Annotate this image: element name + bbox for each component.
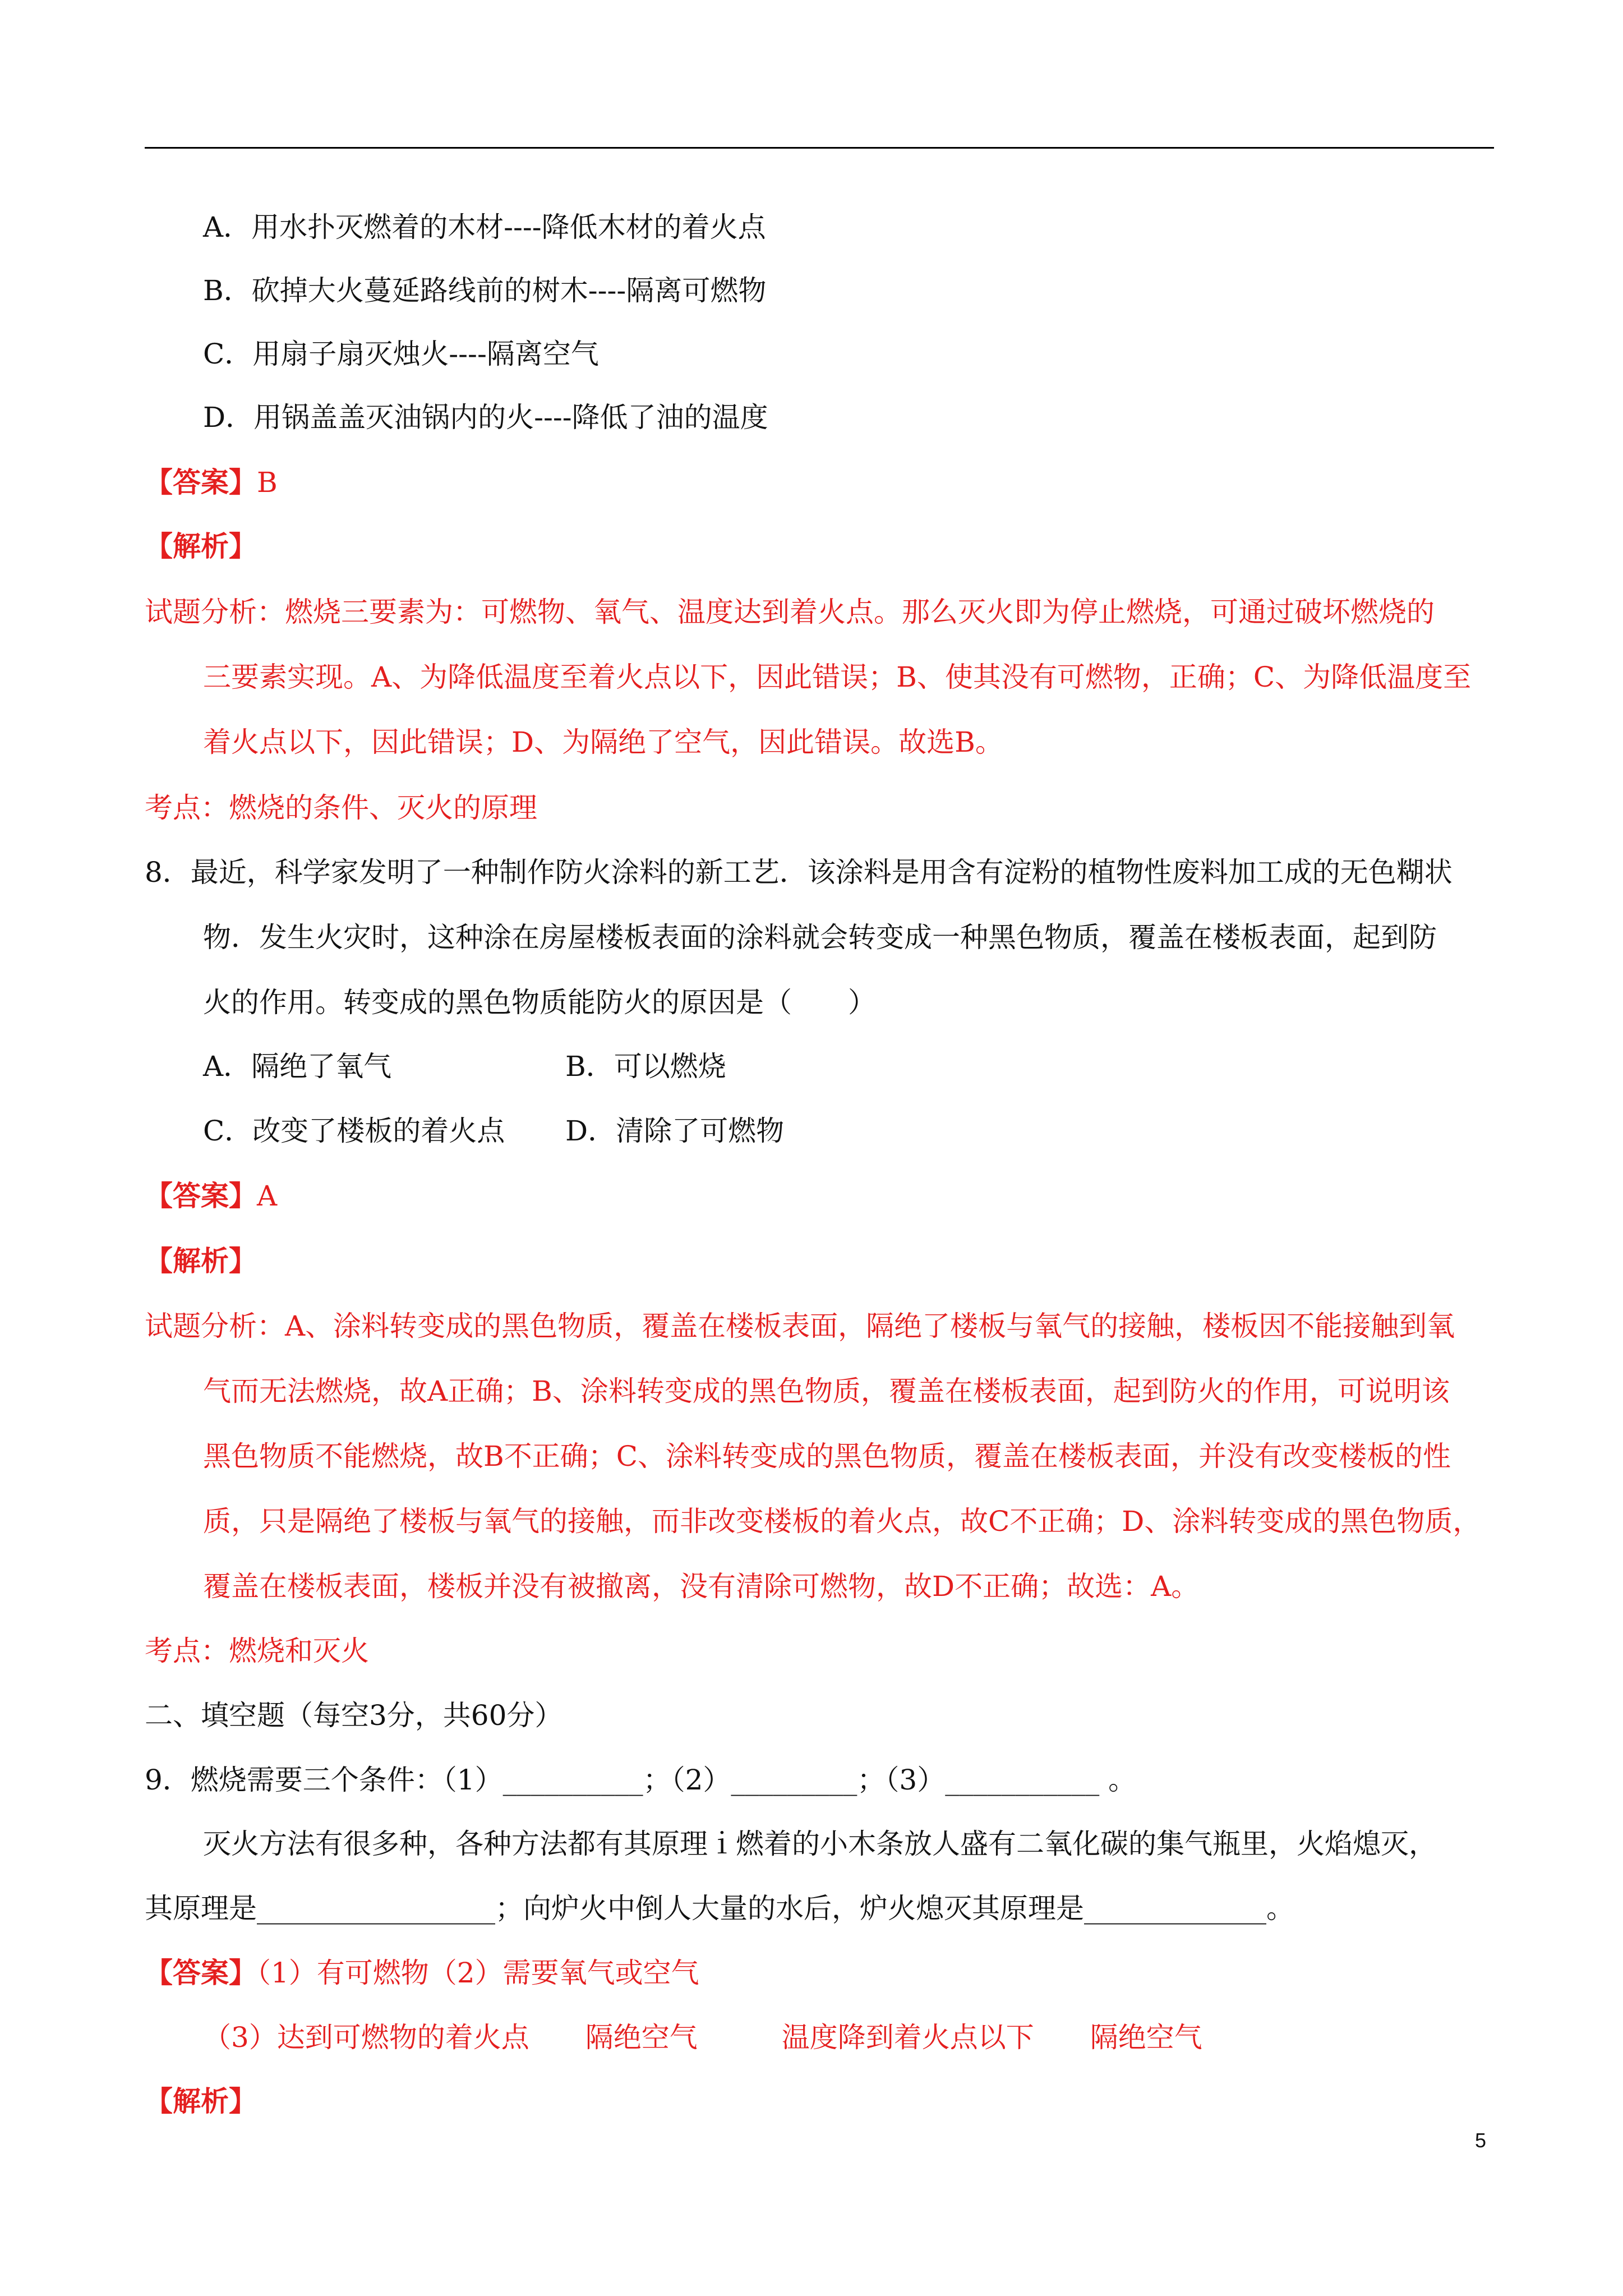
q8-option-d: D．清除了可燃物 (565, 1115, 785, 1147)
q9-stem-line: 其原理是_________________；向炉火中倒人大量的水后，炉火熄灭其原理是_____________。 (145, 1892, 1294, 1925)
q7-analysis-line: 试题分析：燃烧三要素为：可燃物、氧气、温度达到着火点。那么灭火即为停止燃烧，可通过破坏燃烧的 (145, 596, 1435, 628)
q8-stem-line: 火的作用。转变成的黑色物质能防火的原因是（ ） (203, 986, 876, 1019)
q9-analysis-label: 【解析】 (145, 2085, 257, 2118)
q8-analysis-line: 试题分析：A、涂料转变成的黑色物质，覆盖在楼板表面，隔绝了楼板与氧气的接触，楼板因不能接触到氧 (145, 1310, 1455, 1342)
q9-stem-line: 9．燃烧需要三个条件：（1）__________；（2）_________；（3）___________ 。 (145, 1764, 1137, 1796)
answer-label: 【答案】 (145, 1956, 257, 1989)
q9-answer (145, 1956, 699, 1990)
q8-kaodian: 考点：燃烧和灭火 (145, 1635, 369, 1667)
q9-answer-line: （3）达到可燃物的着火点 隔绝空气 温度降到着火点以下 隔绝空气 (203, 2021, 1202, 2054)
header-rule (145, 147, 1494, 149)
q7-analysis-line: 着火点以下，因此错误；D、为隔绝了空气，因此错误。故选B。 (203, 726, 1003, 758)
answer-value: B (257, 466, 278, 499)
answer-label: 【答案】 (145, 466, 257, 499)
page-number: 5 (1475, 2129, 1487, 2152)
q8-option-c: C．改变了楼板的着火点 (203, 1115, 505, 1147)
answer-label: 【答案】 (145, 1179, 257, 1212)
q7-option-c: C．用扇子扇灭烛火----隔离空气 (203, 338, 599, 370)
q8-option-b: B．可以燃烧 (565, 1050, 726, 1083)
q8-stem-line: 物．发生火灾时，这种涂在房屋楼板表面的涂料就会转变成一种黑色物质，覆盖在楼板表面，起到防 (203, 921, 1437, 954)
q7-option-a: A．用水扑灭燃着的木材----降低木材的着火点 (203, 211, 766, 243)
q8-option-a: A．隔绝了氧气 (203, 1050, 392, 1083)
q8-analysis-label: 【解析】 (145, 1244, 257, 1277)
q8-analysis-line: 黑色物质不能燃烧，故B不正确；C、涂料转变成的黑色物质，覆盖在楼板表面，并没有改变楼板的性 (203, 1440, 1451, 1473)
answer-value: （1）有可燃物（2）需要氧气或空气 (257, 1957, 699, 1989)
q7-answer (145, 466, 278, 499)
q7-option-b: B．砍掉大火蔓延路线前的树木----隔离可燃物 (203, 274, 767, 307)
q8-analysis-line: 气而无法燃烧，故A正确；B、涂料转变成的黑色物质，覆盖在楼板表面，起到防火的作用，可说明该 (203, 1375, 1450, 1407)
q9-stem-line: 灭火方法有很多种，各种方法都有其原理ｉ燃着的小木条放人盛有二氧化碳的集气瓶里，火焰熄灭， (203, 1828, 1437, 1860)
answer-value: A (257, 1180, 278, 1212)
q8-stem-line: 8．最近，科学家发明了一种制作防火涂料的新工艺．该涂料是用含有淀粉的植物性废料加工成的无色糊状 (145, 856, 1453, 889)
q7-kaodian: 考点：燃烧的条件、灭火的原理 (145, 792, 537, 824)
q7-analysis-line: 三要素实现。A、为降低温度至着火点以下，因此错误；B、使其没有可燃物，正确；C、为降低温度至 (203, 661, 1472, 693)
section-heading: 二、填空题（每空3分，共60分） (145, 1699, 563, 1732)
q8-answer (145, 1179, 277, 1213)
q8-analysis-line: 覆盖在楼板表面，楼板并没有被撤离，没有清除可燃物，故D不正确；故选：A。 (203, 1570, 1200, 1603)
q7-analysis-label: 【解析】 (145, 530, 257, 563)
q8-analysis-line: 质，只是隔绝了楼板与氧气的接触，而非改变楼板的着火点，故C不正确；D、涂料转变成的黑色物质， (203, 1505, 1481, 1538)
q7-option-d: D．用锅盖盖灭油锅内的火----降低了油的温度 (203, 401, 768, 434)
